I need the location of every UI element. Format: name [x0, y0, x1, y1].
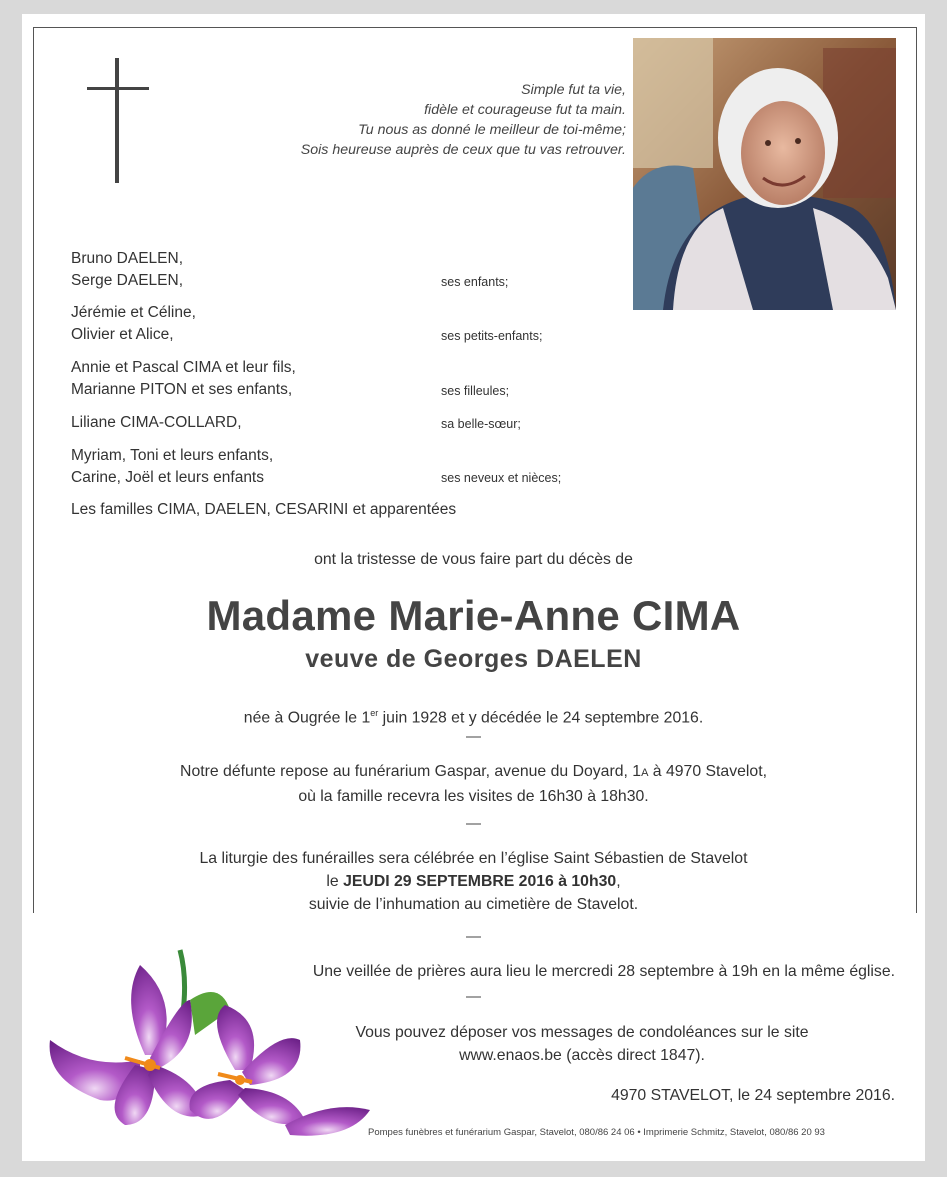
family-name: Myriam, Toni et leurs enfants, [71, 447, 274, 464]
family-relation: ses neveux et nièces; [441, 471, 562, 485]
crocus-flowers-image [30, 940, 375, 1145]
vigil-info: Une veillée de prières aura lieu le mercredi 28 septembre à 19h en la même église. [312, 963, 895, 980]
family-name: Olivier et Alice, [71, 326, 174, 343]
separator: — [466, 728, 481, 745]
separator: — [466, 815, 481, 832]
funeral-line: le JEUDI 29 SEPTEMBRE 2016 à 10h30, [326, 873, 621, 890]
printer-footer: Pompes funèbres et funérarium Gaspar, Stavelot, 080/86 24 06 • Imprimerie Schmitz, Stavelot, 080/86 20 93 [368, 1127, 825, 1138]
family-names [71, 357, 296, 401]
poem-line: Tu nous as donné le meilleur de toi-même; [358, 122, 626, 138]
funeral-line: suivie de l’inhumation au cimetière de Stavelot. [308, 896, 639, 913]
birth-death-line: née à Ougrée le 1er juin 1928 et y décédée le 24 septembre 2016. [243, 708, 704, 727]
family-name: Liliane CIMA-COLLARD, [71, 414, 242, 431]
funeral-datetime: JEUDI 29 SEPTEMBRE 2016 à 10h30 [343, 873, 617, 890]
widow-of: veuve de Georges DAELEN [305, 645, 642, 673]
family-name: Bruno DAELEN, [71, 250, 183, 267]
separator: — [466, 988, 481, 1005]
portrait-photo [633, 38, 896, 310]
family-name: Serge DAELEN, [71, 272, 183, 289]
family-names [71, 302, 196, 346]
poem [206, 80, 626, 160]
family-names [71, 412, 242, 434]
repose-line: Notre défunte repose au funérarium Gaspar, avenue du Doyard, 1A à 4970 Stavelot, [180, 763, 767, 780]
family-name: Jérémie et Céline, [71, 304, 196, 321]
family-name: Carine, Joël et leurs enfants [71, 469, 264, 486]
poem-line: Sois heureuse auprès de ceux que tu vas retrouver. [300, 142, 626, 158]
family-names [71, 248, 183, 292]
family-name: Annie et Pascal CIMA et leur fils, [71, 359, 296, 376]
condolences-info [334, 1021, 830, 1067]
poem-line: Simple fut ta vie, [521, 82, 626, 98]
family-relation: sa belle-sœur; [441, 417, 521, 431]
family-name: Les familles CIMA, DAELEN, CESARINI et apparentées [71, 501, 457, 518]
funeral-line: La liturgie des funérailles sera célébrée en l’église Saint Sébastien de Stavelot [199, 850, 748, 867]
announcement: ont la tristesse de vous faire part du décès de [314, 551, 633, 568]
repose-line: où la famille recevra les visites de 16h30 à 18h30. [298, 788, 649, 805]
condolences-line: Vous pouvez déposer vos messages de condoléances sur le site [355, 1024, 809, 1041]
family-name: Marianne PITON et ses enfants, [71, 381, 293, 398]
place-date: 4970 STAVELOT, le 24 septembre 2016. [611, 1087, 895, 1104]
family-relation: ses filleules; [441, 384, 510, 398]
family-relation: ses enfants; [441, 275, 509, 289]
cross-icon [115, 58, 119, 183]
cross-icon-bar [87, 87, 149, 90]
family-names [71, 445, 273, 489]
condolences-link[interactable]: www.enaos.be (accès direct 1847). [459, 1047, 705, 1064]
family-names [71, 499, 456, 521]
repose-info [0, 760, 947, 808]
poem-line: fidèle et courageuse fut ta main. [424, 102, 626, 118]
deceased-name: Madame Marie-Anne CIMA [206, 592, 741, 639]
family-relation: ses petits-enfants; [441, 329, 543, 343]
separator: — [466, 928, 481, 945]
funeral-info [0, 847, 947, 916]
